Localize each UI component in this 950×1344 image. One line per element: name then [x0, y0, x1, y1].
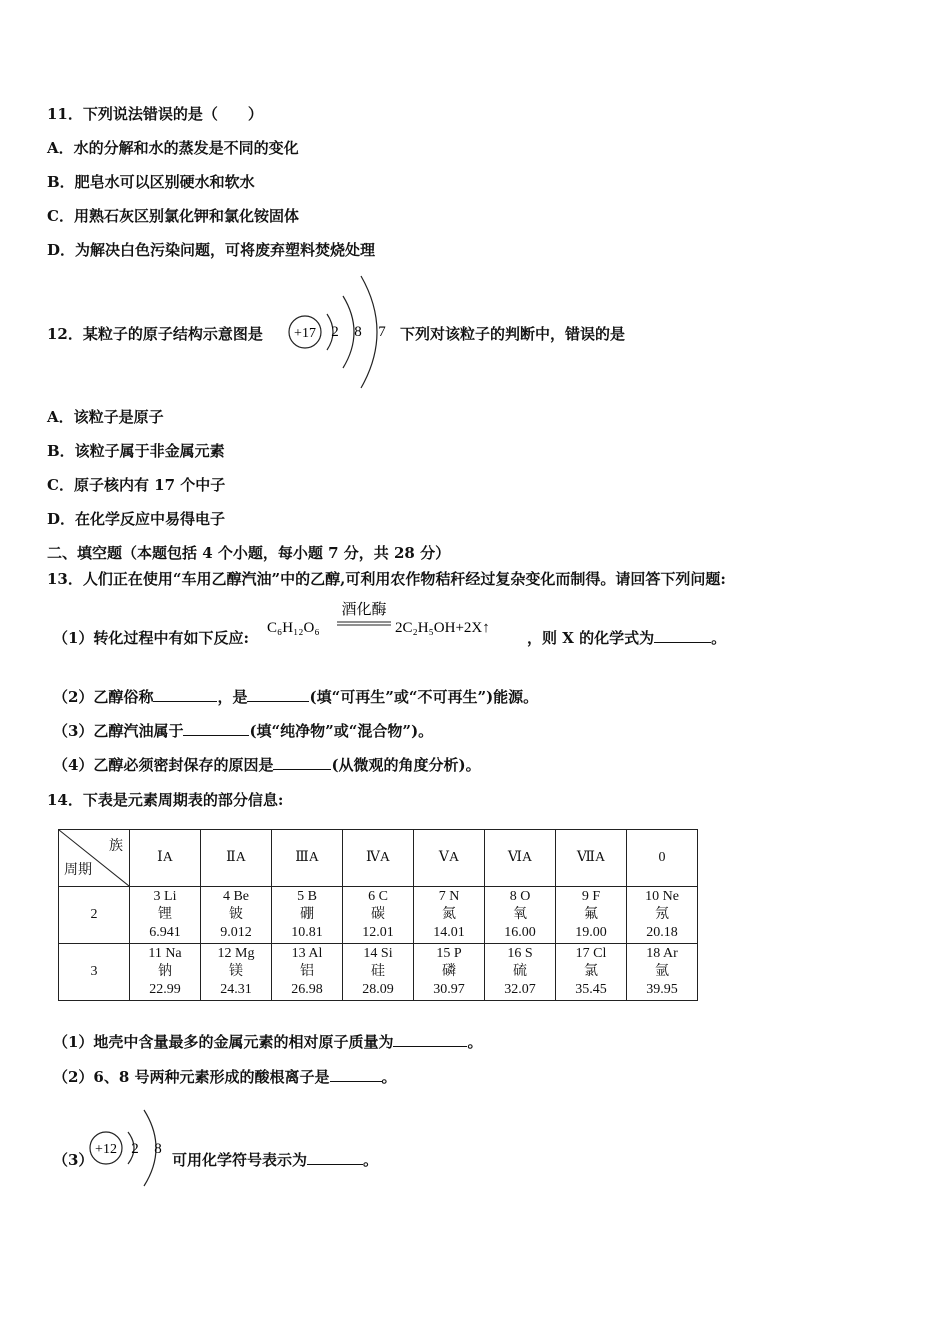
element-symbol: 13 Al: [291, 946, 323, 961]
q13-part3-b: (填“纯净物”或“混合物”)。: [249, 722, 434, 740]
q12-nucleus-label: +17: [294, 326, 316, 341]
q13-blank-2b[interactable]: [247, 686, 309, 702]
q14-part1-end: 。: [467, 1033, 483, 1051]
group-header: ⅣA: [343, 830, 414, 887]
group-header: ⅤA: [414, 830, 485, 887]
element-name: 氩: [655, 964, 669, 979]
q13-blank-2a[interactable]: [153, 686, 217, 702]
q12-option-b: B．该粒子属于非金属元素: [47, 442, 225, 460]
q11-option-a: A．水的分解和水的蒸发是不同的变化: [47, 139, 299, 157]
section2-heading: 二、填空题（本题包括 4 个小题，每小题 7 分，共 28 分）: [47, 544, 451, 562]
q14-part3-text: 可用化学符号表示为: [172, 1151, 308, 1169]
element-cell: [201, 887, 272, 944]
table-corner: [59, 830, 130, 887]
element-cell: [556, 944, 627, 1001]
element-symbol: 12 Mg: [217, 946, 255, 961]
q13-part1-prefix: （1）转化过程中有如下反应:: [53, 629, 249, 647]
element-mass: 19.00: [575, 925, 607, 940]
q14-part2-end: 。: [381, 1068, 397, 1086]
element-name: 镁: [229, 964, 243, 979]
element-symbol: 16 S: [507, 946, 533, 961]
element-symbol: 9 F: [581, 889, 601, 904]
q14-shell-1: 2: [131, 1141, 139, 1157]
element-symbol: 18 Ar: [646, 946, 678, 961]
element-mass: 12.01: [362, 925, 394, 940]
q14-nucleus-label: +12: [95, 1142, 117, 1157]
q12-atom-diagram: [285, 272, 395, 396]
element-name: 磷: [442, 964, 456, 979]
period-label: 3: [59, 944, 130, 1001]
element-cell: [130, 944, 201, 1001]
q13-part2-b: ，是: [217, 688, 248, 706]
element-cell: [343, 944, 414, 1001]
q12-shell-2: 8: [354, 324, 362, 340]
element-cell: [130, 887, 201, 944]
q13-part3-a: （3）乙醇汽油属于: [53, 722, 184, 740]
element-symbol: 5 B: [297, 889, 317, 904]
q12-stem-before: 12．某粒子的原子结构示意图是: [47, 325, 263, 343]
q12-option-a: A．该粒子是原子: [47, 408, 164, 426]
q13-part1-end: 。: [711, 629, 727, 647]
group-header: ⅠA: [130, 830, 201, 887]
q13-part4-b: (从微观的角度分析)。: [331, 756, 481, 774]
group-header: ⅦA: [556, 830, 627, 887]
q14-part3-label: （3）: [53, 1151, 94, 1169]
q13-eq-reactant: C₆H₁₂O₆: [267, 620, 320, 636]
element-symbol: 14 Si: [363, 946, 393, 961]
element-name: 铍: [229, 907, 243, 922]
element-name: 铝: [300, 964, 314, 979]
element-cell: [485, 944, 556, 1001]
element-name: 硼: [300, 907, 314, 922]
q13-eq-catalyst: 酒化酶: [341, 602, 387, 618]
q12-stem-after: 下列对该粒子的判断中，错误的是: [400, 325, 626, 343]
q12-option-c: C．原子核内有 17 个中子: [47, 476, 226, 494]
q13-part4: [53, 754, 481, 775]
element-symbol: 3 Li: [153, 889, 177, 904]
q11-option-c: C．用熟石灰区别氯化钾和氯化铵固体: [47, 207, 299, 225]
element-mass: 32.07: [504, 982, 536, 997]
element-mass: 28.09: [362, 982, 394, 997]
q14-blank-2[interactable]: [330, 1066, 382, 1082]
q14-part2: [53, 1066, 397, 1087]
element-cell: [343, 887, 414, 944]
element-cell: [414, 944, 485, 1001]
q13-blank-3[interactable]: [183, 720, 249, 736]
element-mass: 35.45: [575, 982, 607, 997]
element-name: 氖: [655, 907, 669, 922]
q13-equation: [267, 600, 527, 653]
q12-shell-3: 7: [378, 324, 386, 340]
element-mass: 39.95: [646, 982, 678, 997]
q13-part4-a: （4）乙醇必须密封保存的原因是: [53, 756, 274, 774]
q12-option-d: D．在化学反应中易得电子: [47, 510, 226, 528]
element-cell: [556, 887, 627, 944]
q14-blank-1[interactable]: [393, 1031, 467, 1047]
q14-ion-diagram: [86, 1106, 172, 1194]
element-mass: 24.31: [220, 982, 252, 997]
corner-period-label: 周期: [64, 863, 92, 878]
q13-part2-a: （2）乙醇俗称: [53, 688, 154, 706]
q13-blank-4[interactable]: [273, 754, 331, 770]
element-cell: [272, 887, 343, 944]
q14-part2-text: （2）6、8 号两种元素形成的酸根离子是: [53, 1068, 330, 1086]
element-mass: 6.941: [149, 925, 181, 940]
periodic-table: [58, 829, 698, 1001]
element-name: 硫: [513, 964, 527, 979]
element-mass: 14.01: [433, 925, 465, 940]
element-symbol: 6 C: [368, 889, 388, 904]
q13-part3: [53, 720, 433, 741]
q12-shell-1: 2: [331, 324, 339, 340]
element-mass: 26.98: [291, 982, 323, 997]
q14-part3: [172, 1149, 378, 1170]
element-mass: 9.012: [220, 925, 252, 940]
q14-shell-2: 8: [154, 1141, 162, 1157]
element-cell: [201, 944, 272, 1001]
element-cell: [414, 887, 485, 944]
period-label: 2: [59, 887, 130, 944]
q13-part1-suffix: [527, 627, 726, 648]
q14-part3-end: 。: [363, 1151, 379, 1169]
element-name: 锂: [158, 907, 172, 922]
q14-stem: 14．下表是元素周期表的部分信息:: [47, 791, 284, 809]
element-name: 氧: [513, 907, 527, 922]
element-cell: [627, 887, 698, 944]
q11-stem: 11．下列说法错误的是（ ）: [47, 105, 263, 123]
element-mass: 22.99: [149, 982, 181, 997]
q13-part2-c: (填“可再生”或“不可再生”)能源。: [309, 688, 539, 706]
element-symbol: 15 P: [436, 946, 462, 961]
element-symbol: 8 O: [509, 889, 531, 904]
element-cell: [627, 944, 698, 1001]
element-symbol: 17 Cl: [575, 946, 607, 961]
element-name: 氮: [442, 907, 456, 922]
element-cell: [485, 887, 556, 944]
element-cell: [272, 944, 343, 1001]
element-mass: 20.18: [646, 925, 678, 940]
q14-part1: [53, 1031, 482, 1052]
group-header: ⅡA: [201, 830, 272, 887]
element-name: 硅: [371, 964, 385, 979]
q13-part1-suffix-text: ，则 X 的化学式为: [527, 629, 655, 647]
element-symbol: 4 Be: [222, 889, 250, 904]
q13-eq-products: 2C₂H₅OH+2X↑: [395, 620, 490, 636]
group-header: 0: [627, 830, 698, 887]
element-name: 氯: [584, 964, 598, 979]
element-symbol: 7 N: [438, 889, 460, 904]
q13-blank-1[interactable]: [654, 627, 711, 643]
element-name: 碳: [371, 907, 385, 922]
q14-part1-text: （1）地壳中含量最多的金属元素的相对原子质量为: [53, 1033, 394, 1051]
element-mass: 10.81: [291, 925, 323, 940]
element-symbol: 11 Na: [148, 946, 182, 961]
group-header: ⅢA: [272, 830, 343, 887]
q14-blank-3[interactable]: [307, 1149, 363, 1165]
element-name: 钠: [158, 964, 172, 979]
corner-group-label: 族: [109, 839, 123, 854]
group-header: ⅥA: [485, 830, 556, 887]
element-name: 氟: [584, 907, 598, 922]
q11-option-b: B．肥皂水可以区别硬水和软水: [47, 173, 255, 191]
element-symbol: 10 Ne: [645, 889, 679, 904]
q13-stem: 13．人们正在使用“车用乙醇汽油”中的乙醇,可利用农作物秸秆经过复杂变化而制得。请回答下列问题:: [47, 570, 726, 588]
q11-option-d: D．为解决白色污染问题，可将废弃塑料焚烧处理: [47, 241, 376, 259]
element-mass: 16.00: [504, 925, 536, 940]
element-mass: 30.97: [433, 982, 465, 997]
q13-part2: [53, 686, 538, 707]
